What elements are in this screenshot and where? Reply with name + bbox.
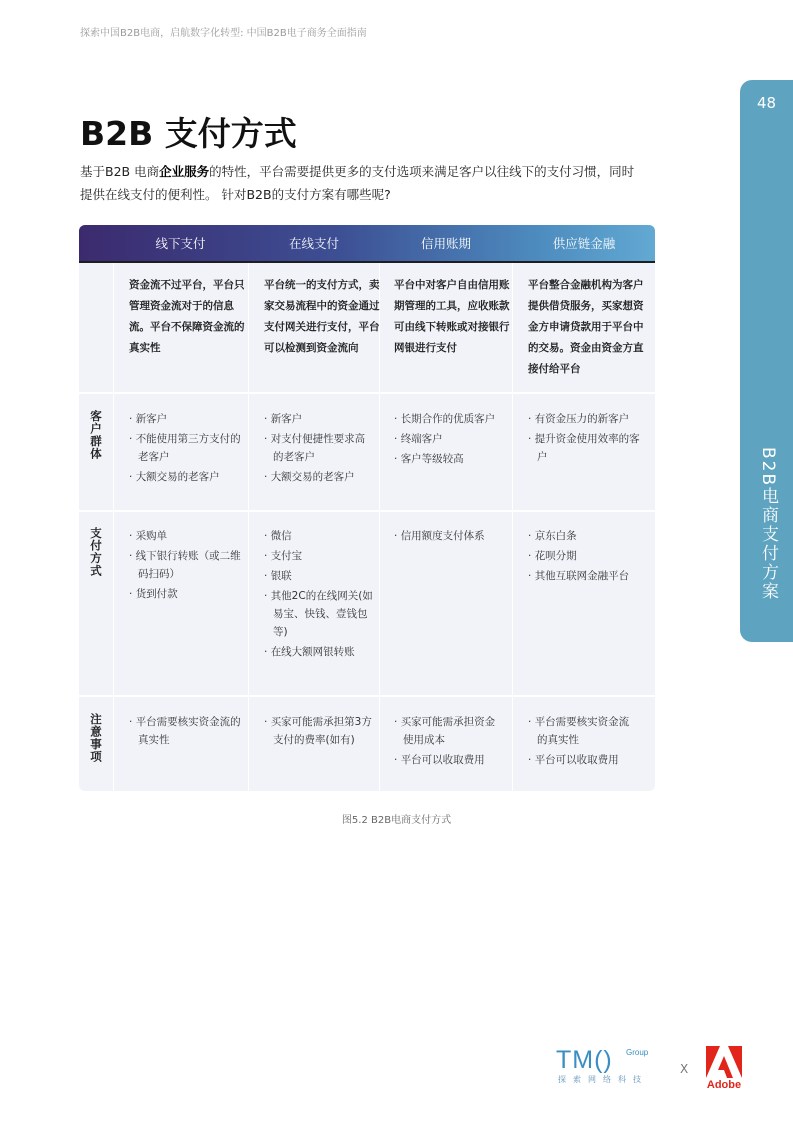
page-number: 48: [756, 94, 777, 112]
tmo-logo-tagline: 探索网络科技: [558, 1075, 648, 1084]
intro-paragraph: [80, 160, 640, 206]
list-item: · 有资金压力的新客户: [528, 410, 650, 428]
cell-payment-credit: [394, 527, 512, 547]
figure-caption: 图5.2 B2B电商支付方式: [341, 815, 452, 826]
cell-customer-offline: [129, 410, 244, 488]
list-item: · 信用额度支付体系: [394, 527, 512, 545]
adobe-wordmark: Adobe: [706, 1079, 742, 1091]
cell-payment-online: [264, 527, 376, 663]
list-item: · 买家可能需承担第3方支付的费率(如有): [264, 713, 374, 749]
adobe-a-icon: [704, 1044, 744, 1078]
payment-methods-table: [79, 225, 655, 791]
cell-customer-supply-finance: [528, 410, 650, 468]
table-header-row: [79, 225, 655, 263]
adobe-logo: [704, 1044, 744, 1094]
row-divider: [79, 392, 655, 394]
intro-after: 的特性，平台需要提供更多的支付选项来满足客户以往线下的支付习惯，同时提供在线支付的便利性。 针对B2B的支付方案有哪些呢?: [80, 164, 635, 202]
list-item: · 新客户: [129, 410, 244, 428]
cell-notes-online: [264, 713, 374, 751]
chapter-side-tab: [740, 80, 793, 642]
row-label-payment-methods: 支付方式: [89, 527, 103, 577]
description-credit: 平台中对客户自由信用账期管理的工具，应收账款可由线下转账或对接银行网银进行支付: [394, 279, 510, 354]
list-item: · 不能使用第三方支付的老客户: [129, 430, 244, 466]
list-item: · 平台需要核实资金流的真实性: [129, 713, 247, 749]
list-item: · 其他互联网金融平台: [528, 567, 650, 585]
column-header-supply-finance: 供应链金融: [552, 236, 616, 251]
header-rule: [79, 261, 655, 263]
tmo-logo-mark: TM(): [556, 1046, 613, 1074]
row-label-customer-groups: 客户群体: [89, 410, 103, 460]
list-item: · 货到付款: [129, 585, 244, 603]
list-item: · 微信: [264, 527, 376, 545]
list-item: · 平台需要核实资金流的真实性: [528, 713, 638, 749]
chapter-title: B2B电商支付方案: [758, 447, 778, 602]
list-item: · 花呗分期: [528, 547, 650, 565]
list-item: · 支付宝: [264, 547, 376, 565]
cell-notes-credit: [394, 713, 504, 771]
logo-separator: X: [680, 1062, 689, 1076]
cell-notes-offline: [129, 713, 247, 751]
row-divider: [79, 695, 655, 697]
list-item: · 线下银行转账（或二维码扫码）: [129, 547, 244, 583]
tmo-logo-group: Group: [626, 1048, 649, 1057]
list-item: · 提升资金使用效率的客户: [528, 430, 650, 466]
page-title: B2B 支付方式: [80, 114, 297, 153]
column-divider: [113, 263, 114, 791]
intro-before: 基于B2B 电商: [80, 164, 160, 179]
column-header-online: 在线支付: [288, 236, 339, 251]
list-item: · 采购单: [129, 527, 244, 545]
row-divider: [79, 510, 655, 512]
cell-payment-offline: [129, 527, 244, 605]
list-item: · 京东白条: [528, 527, 650, 545]
list-item: · 大额交易的老客户: [264, 468, 374, 486]
list-item: · 对支付便捷性要求高的老客户: [264, 430, 374, 466]
description-supply-finance: 平台整合金融机构为客户提供借贷服务，买家想资金方申请贷款用于平台中的交易。资金由资金方直接付给平台: [528, 279, 644, 375]
list-item: · 买家可能需承担资金使用成本: [394, 713, 504, 749]
column-header-offline: 线下支付: [155, 236, 206, 251]
running-header: 探索中国B2B电商，启航数字化转型: 中国B2B电子商务全面指南: [80, 28, 367, 39]
list-item: · 银联: [264, 567, 376, 585]
tmo-group-logo: [556, 1046, 666, 1086]
list-item: · 客户等级较高: [394, 450, 512, 468]
list-item: · 平台可以收取费用: [394, 751, 504, 769]
cell-customer-credit: [394, 410, 512, 470]
list-item: · 大额交易的老客户: [129, 468, 244, 486]
list-item: · 长期合作的优质客户: [394, 410, 512, 428]
column-header-credit: 信用账期: [420, 236, 471, 251]
list-item: · 新客户: [264, 410, 374, 428]
description-online: 平台统一的支付方式，卖家交易流程中的资金通过支付网关进行支付，平台可以检测到资金流向: [264, 279, 380, 354]
intro-emphasis: 企业服务: [159, 164, 210, 179]
column-divider: [512, 263, 513, 791]
description-offline: 资金流不过平台，平台只管理资金流对于的信息流。平台不保障资金流的真实性: [129, 279, 245, 354]
list-item: · 终端客户: [394, 430, 512, 448]
cell-payment-supply-finance: [528, 527, 650, 587]
list-item: · 其他2C的在线网关(如易宝、快钱、壹钱包等): [264, 587, 376, 641]
cell-notes-supply-finance: [528, 713, 638, 771]
list-item: · 在线大额网银转账: [264, 643, 376, 661]
list-item: · 平台可以收取费用: [528, 751, 638, 769]
row-label-notes: 注意事项: [89, 713, 103, 763]
cell-customer-online: [264, 410, 374, 488]
